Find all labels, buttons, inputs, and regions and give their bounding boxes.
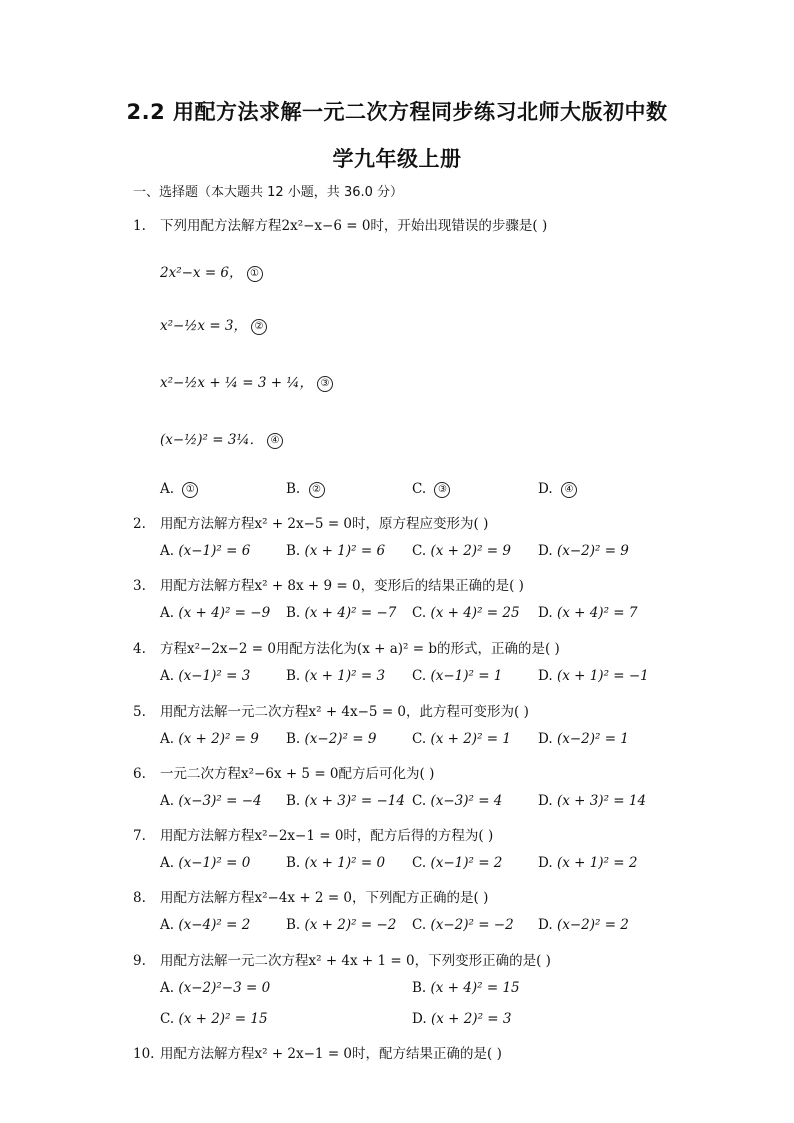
option-d[interactable] — [538, 917, 629, 933]
option-value: ① — [182, 482, 198, 498]
option-letter: D. — [538, 605, 553, 621]
option-letter: C. — [412, 917, 427, 933]
question-number: 5. — [133, 704, 146, 720]
option-letter: B. — [286, 855, 301, 871]
step-text: 2x²−x = 6， — [160, 265, 243, 281]
question-9 — [133, 949, 551, 969]
option-value: (x + 2)² = −2 — [304, 917, 397, 933]
option-letter: A. — [160, 543, 175, 559]
question-3 — [133, 574, 524, 594]
option-value: (x + 4)² = −7 — [304, 605, 397, 621]
option-value: (x + 2)² = 1 — [430, 731, 511, 747]
option-value: (x−1)² = 6 — [178, 543, 251, 559]
option-value: (x−1)² = 1 — [430, 668, 503, 684]
option-letter: B. — [286, 543, 301, 559]
question-4 — [133, 637, 560, 657]
option-value: (x−1)² = 2 — [430, 855, 503, 871]
option-letter: C. — [412, 668, 427, 684]
option-letter: B. — [286, 668, 301, 684]
option-letter: D. — [412, 1011, 427, 1027]
question-number: 7. — [133, 828, 146, 844]
option-d[interactable] — [538, 481, 577, 498]
option-b[interactable] — [286, 543, 385, 559]
question-stem: 用配方法解方程x²−2x−1 = 0时，配方后得的方程为( ) — [160, 828, 494, 844]
option-d[interactable] — [538, 543, 629, 559]
option-c[interactable] — [412, 481, 450, 498]
question-6 — [133, 762, 434, 782]
option-value: (x−2)² = 1 — [556, 731, 629, 747]
option-a[interactable] — [160, 481, 198, 498]
option-b[interactable] — [286, 731, 376, 747]
option-d[interactable] — [538, 855, 637, 871]
option-value: (x−4)² = 2 — [178, 917, 251, 933]
option-a[interactable] — [160, 793, 262, 809]
option-letter: D. — [538, 793, 553, 809]
option-d[interactable] — [538, 668, 649, 684]
option-value: (x + 4)² = −9 — [178, 605, 271, 621]
option-letter: C. — [412, 481, 427, 497]
option-letter: D. — [538, 917, 553, 933]
option-letter: B. — [412, 980, 427, 996]
question-stem: 用配方法解方程x²−4x + 2 = 0，下列配方正确的是( ) — [160, 890, 489, 906]
document-title-line-2: 学九年级上册 — [332, 147, 462, 171]
option-c[interactable] — [412, 543, 511, 559]
document-title-line-1: 2.2 用配方法求解一元二次方程同步练习北师大版初中数 — [126, 100, 668, 124]
option-letter: A. — [160, 668, 175, 684]
option-value: (x + 3)² = −14 — [304, 793, 405, 809]
option-b[interactable] — [286, 917, 396, 933]
option-a[interactable] — [160, 605, 270, 621]
option-d[interactable] — [412, 1011, 511, 1027]
question-number: 4. — [133, 641, 146, 657]
question-1 — [133, 214, 547, 234]
option-value: (x + 4)² = 25 — [430, 605, 520, 621]
option-value: ④ — [561, 482, 577, 498]
option-value: (x + 1)² = 6 — [304, 543, 386, 559]
option-b[interactable] — [286, 605, 396, 621]
option-letter: C. — [412, 793, 427, 809]
option-c[interactable] — [412, 668, 502, 684]
option-c[interactable] — [412, 605, 520, 621]
question-10 — [133, 1042, 502, 1062]
question-5 — [133, 700, 529, 720]
option-c[interactable] — [412, 793, 502, 809]
step-mark: ③ — [317, 376, 333, 392]
option-value: ③ — [434, 482, 450, 498]
option-letter: A. — [160, 917, 175, 933]
step-text: (x−½)² = 3¼． — [160, 432, 264, 448]
option-letter: B. — [286, 731, 301, 747]
option-letter: C. — [412, 605, 427, 621]
option-letter: D. — [538, 543, 553, 559]
question-number: 10. — [133, 1046, 155, 1062]
option-value: (x + 2)² = 15 — [178, 1011, 268, 1027]
option-value: (x−1)² = 3 — [178, 668, 251, 684]
option-b[interactable] — [412, 980, 520, 996]
option-letter: B. — [286, 481, 301, 497]
option-value: (x−2)² = 2 — [556, 917, 629, 933]
option-value: (x−2)² = 9 — [304, 731, 377, 747]
option-letter: A. — [160, 605, 175, 621]
step-mark: ② — [251, 319, 267, 335]
question-stem: 下列用配方法解方程2x²−x−6 = 0时，开始出现错误的步骤是( ) — [160, 218, 548, 234]
option-letter: A. — [160, 481, 175, 497]
option-value: (x−1)² = 0 — [178, 855, 251, 871]
option-value: (x + 2)² = 9 — [178, 731, 259, 747]
option-d[interactable] — [538, 605, 637, 621]
option-c[interactable] — [160, 1011, 268, 1027]
option-letter: D. — [538, 731, 553, 747]
option-letter: C. — [412, 731, 427, 747]
question-stem: 用配方法解方程x² + 2x−1 = 0时，配方结果正确的是( ) — [160, 1046, 502, 1062]
option-a[interactable] — [160, 731, 259, 747]
option-value: (x + 1)² = 3 — [304, 668, 386, 684]
option-letter: C. — [412, 855, 427, 871]
question-stem: 用配方法解方程x² + 8x + 9 = 0，变形后的结果正确的是( ) — [160, 578, 524, 594]
question-number: 9. — [133, 953, 146, 969]
option-value: (x + 4)² = 7 — [556, 605, 638, 621]
option-letter: A. — [160, 980, 175, 996]
question-number: 1. — [133, 218, 146, 234]
option-value: (x−3)² = 4 — [430, 793, 503, 809]
question-number: 8. — [133, 890, 146, 906]
section-heading: 一、选择题（本大题共 12 小题，共 36.0 分） — [133, 185, 404, 200]
option-b[interactable] — [286, 855, 385, 871]
option-letter: D. — [538, 481, 553, 497]
question-stem: 用配方法解方程x² + 2x−5 = 0时，原方程应变形为( ) — [160, 516, 489, 532]
option-letter: A. — [160, 793, 175, 809]
question-number: 2. — [133, 516, 146, 532]
option-b[interactable] — [286, 668, 385, 684]
step-mark: ④ — [267, 433, 283, 449]
option-value: (x + 4)² = 15 — [430, 980, 520, 996]
option-letter: A. — [160, 855, 175, 871]
option-a[interactable] — [160, 855, 250, 871]
step-text: x²−½x = 3， — [160, 318, 248, 334]
question-stem: 用配方法解一元二次方程x² + 4x + 1 = 0，下列变形正确的是( ) — [160, 953, 551, 969]
question-number: 3. — [133, 578, 146, 594]
step-text: x²−½x + ¼ = 3 + ¼， — [160, 375, 313, 391]
option-value: (x + 2)² = 9 — [430, 543, 511, 559]
question-stem: 一元二次方程x²−6x + 5 = 0配方后可化为( ) — [160, 766, 435, 782]
step-1 — [160, 261, 263, 282]
step-mark: ① — [247, 266, 263, 282]
option-value: (x−2)² = −2 — [430, 917, 514, 933]
option-letter: B. — [286, 917, 301, 933]
option-d[interactable] — [538, 793, 646, 809]
option-value: (x + 2)² = 3 — [430, 1011, 512, 1027]
option-a[interactable] — [160, 917, 250, 933]
question-2 — [133, 512, 488, 532]
question-number: 6. — [133, 766, 146, 782]
option-c[interactable] — [412, 855, 502, 871]
option-a[interactable] — [160, 980, 270, 996]
option-value: (x + 1)² = 2 — [556, 855, 638, 871]
option-letter: C. — [160, 1011, 175, 1027]
question-stem: 用配方法解一元二次方程x² + 4x−5 = 0，此方程可变形为( ) — [160, 704, 529, 720]
option-a[interactable] — [160, 543, 250, 559]
option-c[interactable] — [412, 731, 511, 747]
option-letter: D. — [538, 855, 553, 871]
option-value: (x + 1)² = −1 — [556, 668, 649, 684]
question-stem: 方程x²−2x−2 = 0用配方法化为(x + a)² = b的形式，正确的是( ) — [160, 641, 560, 657]
question-8 — [133, 886, 488, 906]
step-3 — [160, 371, 333, 392]
option-a[interactable] — [160, 668, 250, 684]
option-letter: B. — [286, 793, 301, 809]
option-value: (x−3)² = −4 — [178, 793, 262, 809]
option-value: (x + 1)² = 0 — [304, 855, 386, 871]
option-value: ② — [309, 482, 325, 498]
option-letter: A. — [160, 731, 175, 747]
step-4 — [160, 428, 283, 449]
option-value: (x−2)² = 9 — [556, 543, 629, 559]
option-b[interactable] — [286, 793, 405, 809]
option-c[interactable] — [412, 917, 514, 933]
option-letter: D. — [538, 668, 553, 684]
option-value: (x + 3)² = 14 — [556, 793, 647, 809]
step-2 — [160, 314, 267, 335]
option-d[interactable] — [538, 731, 629, 747]
option-letter: C. — [412, 543, 427, 559]
option-b[interactable] — [286, 481, 325, 498]
option-value: (x−2)²−3 = 0 — [178, 980, 271, 996]
option-letter: B. — [286, 605, 301, 621]
question-7 — [133, 824, 493, 844]
